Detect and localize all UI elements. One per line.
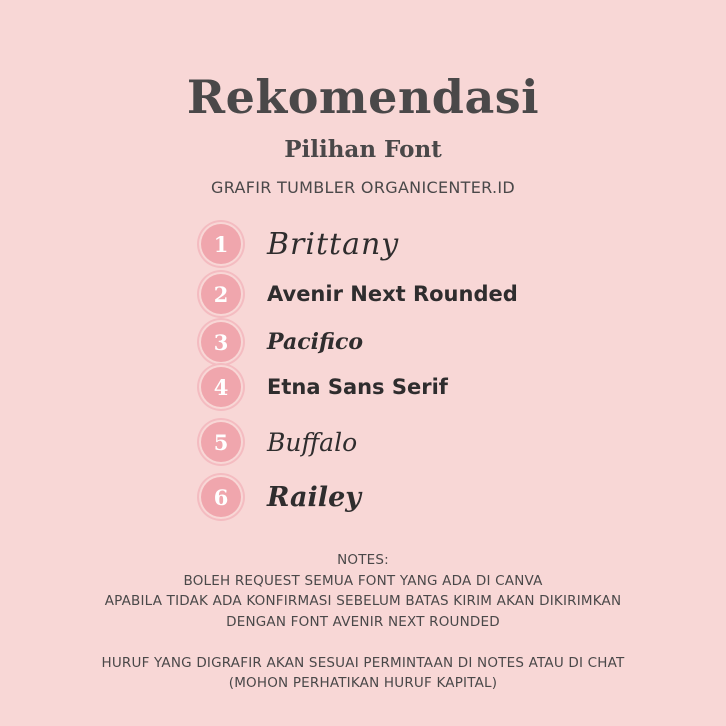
number-badge: 5 (201, 422, 241, 462)
number-badge: 2 (201, 274, 241, 314)
page-title: Rekomendasi (186, 70, 540, 124)
notes-section (0, 550, 726, 694)
notes-line: APABILA TIDAK ADA KONFIRMASI SEBELUM BATAS KIRIM AKAN DIKIRIMKAN (104, 593, 622, 609)
brand-text: GRAFIR TUMBLER ORGANICENTER.ID (211, 178, 515, 197)
number-badge: 4 (201, 367, 241, 407)
font-item-railey (201, 475, 361, 519)
font-item-buffalo (201, 420, 357, 464)
page-subtitle: Pilihan Font (284, 136, 442, 163)
notes-heading: NOTES: (337, 552, 389, 568)
font-name: Pacifico (267, 329, 364, 355)
notes-line: (MOHON PERHATIKAN HURUF KAPITAL) (228, 675, 498, 691)
font-item-etna-sans-serif (201, 365, 448, 409)
number-badge: 6 (201, 477, 241, 517)
number-badge: 3 (201, 322, 241, 362)
font-name: Etna Sans Serif (267, 375, 448, 399)
notes-line: HURUF YANG DIGRAFIR AKAN SESUAI PERMINTAAN DI NOTES ATAU DI CHAT (101, 654, 625, 671)
notes-spacer (0, 632, 726, 653)
font-name: Brittany (267, 226, 400, 262)
font-item-brittany (201, 222, 399, 266)
font-item-avenir-next-rounded (201, 272, 518, 316)
font-item-pacifico (201, 320, 363, 364)
notes-line: BOLEH REQUEST SEMUA FONT YANG ADA DI CANVA (183, 572, 543, 589)
number-badge: 1 (201, 224, 241, 264)
font-name: Buffalo (267, 427, 358, 457)
font-name: Railey (267, 481, 361, 513)
font-name: Avenir Next Rounded (267, 282, 518, 306)
notes-line: DENGAN FONT AVENIR NEXT ROUNDED (226, 613, 500, 630)
